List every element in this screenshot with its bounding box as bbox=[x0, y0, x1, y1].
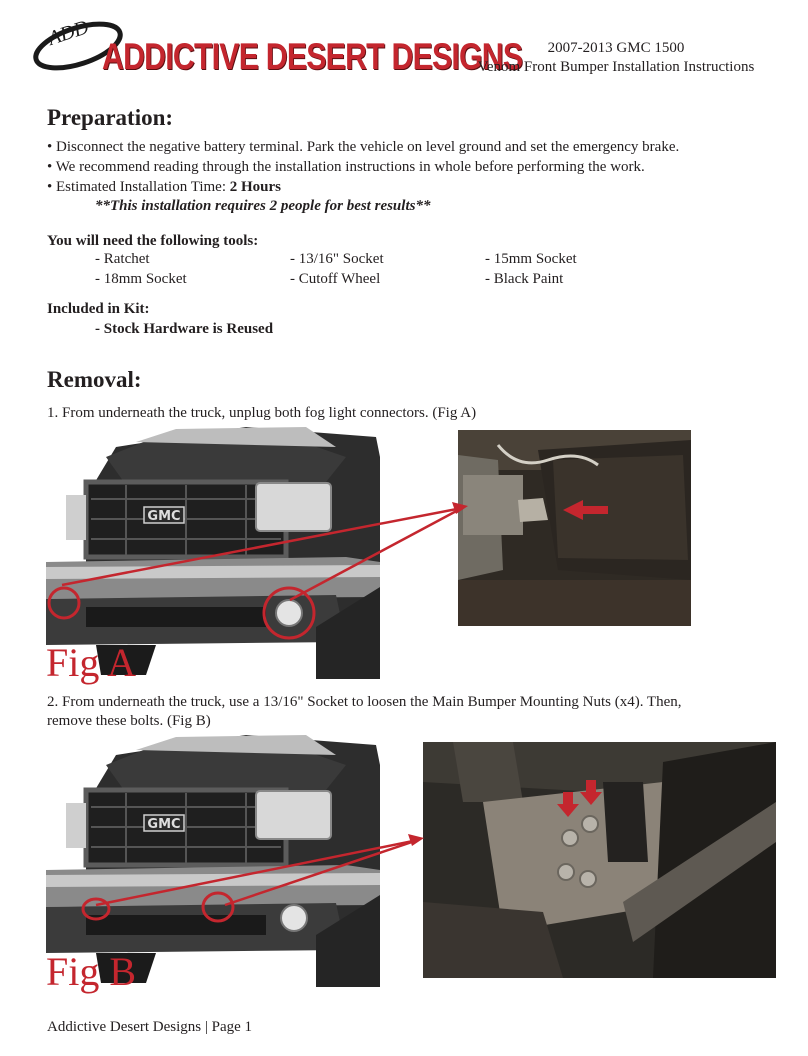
kit-heading: Included in Kit: bbox=[47, 301, 150, 317]
grille-logo: GMC bbox=[147, 817, 181, 832]
brand-name: ADDICTIVE DESERT DESIGNS bbox=[102, 36, 523, 77]
page-footer: Addictive Desert Designs | Page 1 bbox=[47, 1019, 253, 1035]
tool-item: - Cutoff Wheel bbox=[290, 271, 381, 287]
kit-item: - Stock Hardware is Reused bbox=[95, 321, 274, 337]
time-value: 2 Hours bbox=[229, 179, 282, 195]
prep-bullet-2: • We recommend reading through the installation instructions in whole before performing the work. bbox=[47, 159, 645, 175]
preparation-heading: Preparation: bbox=[47, 105, 174, 130]
tool-item: - 13/16" Socket bbox=[290, 251, 384, 267]
tools-heading: You will need the following tools: bbox=[47, 233, 259, 249]
prep-bullet-1: • Disconnect the negative battery terminal. Park the vehicle on level ground and set the emergency brake. bbox=[47, 139, 680, 155]
removal-step-2-line1: 2. From underneath the truck, use a 13/16" Socket to loosen the Main Bumper Mounting Nuts (x4). Then, bbox=[47, 694, 682, 710]
tool-item: - 15mm Socket bbox=[485, 251, 577, 267]
removal-heading: Removal: bbox=[47, 367, 142, 392]
grille-logo: GMC bbox=[147, 509, 181, 524]
doc-title-line1: 2007-2013 GMC 1500 bbox=[547, 40, 685, 56]
fig-a-label: Fig A bbox=[46, 640, 137, 685]
tool-item: - Ratchet bbox=[95, 251, 150, 267]
removal-step-2-line2: remove these bolts. (Fig B) bbox=[47, 713, 211, 729]
time-label: • Estimated Installation Time: bbox=[47, 179, 230, 195]
logo-mark: ADD bbox=[45, 16, 92, 50]
tool-item: - 18mm Socket bbox=[95, 271, 187, 287]
doc-title-line2: Venom Front Bumper Installation Instructions bbox=[477, 59, 755, 75]
people-note: **This installation requires 2 people for best results** bbox=[95, 198, 431, 214]
fig-b-label: Fig B bbox=[46, 949, 137, 994]
removal-step-1: 1. From underneath the truck, unplug both fog light connectors. (Fig A) bbox=[47, 405, 477, 421]
tool-item: - Black Paint bbox=[485, 271, 564, 287]
